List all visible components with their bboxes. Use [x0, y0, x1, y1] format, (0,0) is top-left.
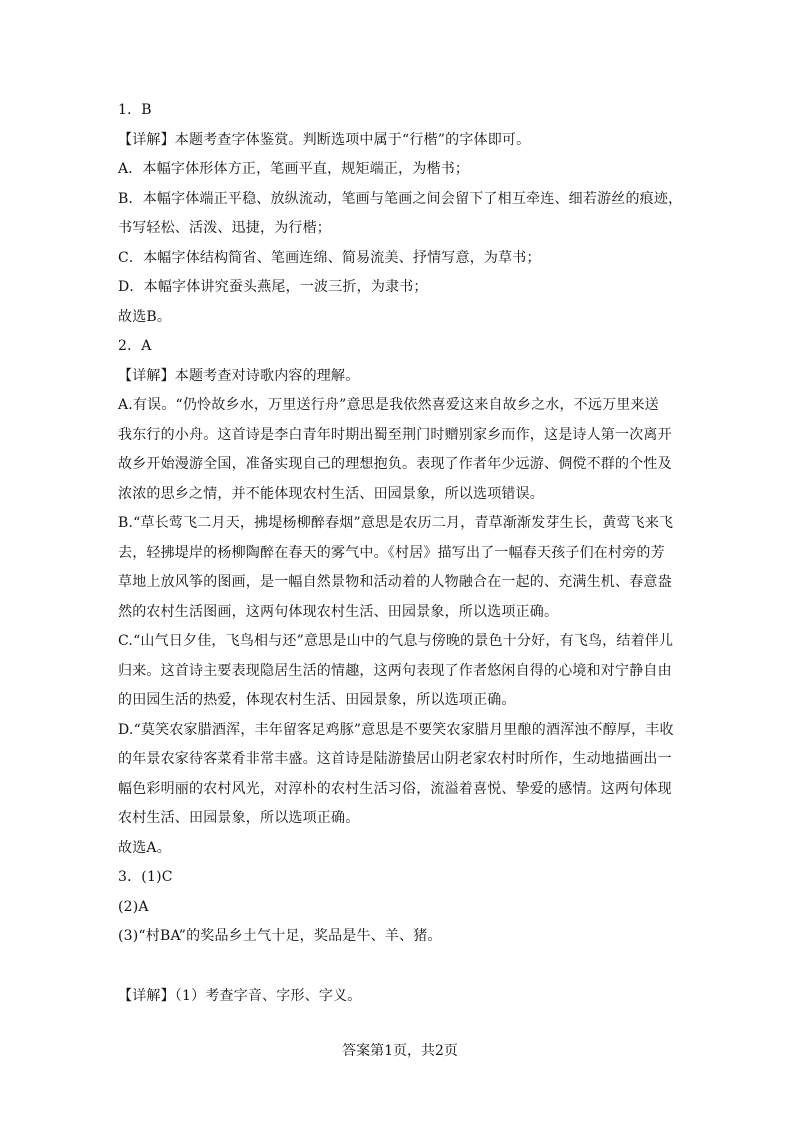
text-line: 【详解】（1）考查字音、字形、字义。: [118, 987, 362, 1004]
text-line: A．本幅字体形体方正，笔画平直，规矩端正，为楷书；: [118, 161, 470, 177]
text-line: 2．A: [118, 338, 152, 354]
blank-space: [118, 952, 686, 982]
text-line: 书写轻松、活泼、迅捷，为行楷；: [118, 220, 331, 236]
text-line: 故选B。: [118, 308, 172, 325]
text-line: 草地上放风筝的图画，是一幅自然景物和活动着的人物融合在一起的、充满生机、春意盎: [118, 574, 672, 590]
answer-page: [118, 96, 686, 1011]
text-line: 归来。这首诗主要表现隐居生活的情趣，这两句表现了作者悠闲自得的心境和对宁静自由: [118, 662, 672, 679]
text-line: A.有误。“仍怜故乡水，万里送行舟”意思是我依然喜爱这来自故乡之水，不远万里来送: [118, 397, 659, 413]
text-line: 故乡开始漫游全国，准备实现自己的理想抱负。表现了作者年少远游、倜傥不群的个性及: [118, 456, 672, 472]
text-line: (3)“村BA”的奖品乡土气十足，奖品是牛、羊、猪。: [118, 928, 442, 944]
page-footer: 答案第1页，共2页: [342, 1043, 458, 1059]
text-line: 然的农村生活图画，这两句体现农村生活、田园景象，所以选项正确。: [118, 603, 559, 620]
text-line: C.“山气日夕佳，飞鸟相与还”意思是山中的气息与傍晚的景色十分好，有飞鸟，结着伴儿: [118, 633, 674, 649]
text-line: 我东行的小舟。这首诗是李白青年时期出蜀至荆门时赠别家乡而作，这是诗人第一次离开: [118, 426, 672, 443]
text-line: 幅色彩明丽的农村风光，对淳朴的农村生活习俗，流溢着喜悦、挚爱的感情。这两句体现: [118, 780, 672, 797]
text-line: B.“草长莺飞二月天，拂堤杨柳醉春烟”意思是农历二月，青草渐渐发芽生长，黄莺飞来飞: [118, 515, 674, 531]
text-line: 【详解】本题考查字体鉴赏。判断选项中属于“行楷”的字体即可。: [118, 131, 531, 148]
text-line: B．本幅字体端正平稳、放纵流动，笔画与笔画之间会留下了相互牵连、细若游丝的痕迹，: [118, 190, 683, 207]
text-line: 【详解】本题考查对诗歌内容的理解。: [118, 367, 360, 384]
text-line: D．本幅字体讲究蚕头燕尾，一波三折，为隶书；: [118, 279, 428, 295]
text-line: 1．B: [118, 102, 152, 118]
text-line: 去，轻拂堤岸的杨柳陶醉在春天的雾气中。《村居》描写出了一幅春天孩子们在村旁的芳: [118, 544, 665, 561]
text-line: 3．(1)C: [118, 869, 173, 885]
text-line: 农村生活、田园景象，所以选项正确。: [118, 810, 360, 826]
text-line: 浓浓的思乡之情，并不能体现农村生活、田园景象，所以选项错误。: [118, 485, 544, 502]
text-line: C．本幅字体结构简省、笔画连绵、简易流美、抒情写意，为草书；: [118, 249, 541, 266]
text-line: 的年景农家待客菜肴非常丰盛。这首诗是陆游蛰居山阴老家农村时所作，生动地描画出一: [118, 751, 672, 767]
text-line: D.“莫笑农家腊酒浑，丰年留客足鸡豚”意思是不要笑农家腊月里酿的酒浑浊不醇厚，丰收: [118, 721, 674, 738]
text-line: 故选A。: [118, 839, 171, 856]
text-line: 的田园生活的热爱，体现农村生活、田园景象，所以选项正确。: [118, 692, 516, 708]
text-line: (2)A: [118, 898, 149, 915]
